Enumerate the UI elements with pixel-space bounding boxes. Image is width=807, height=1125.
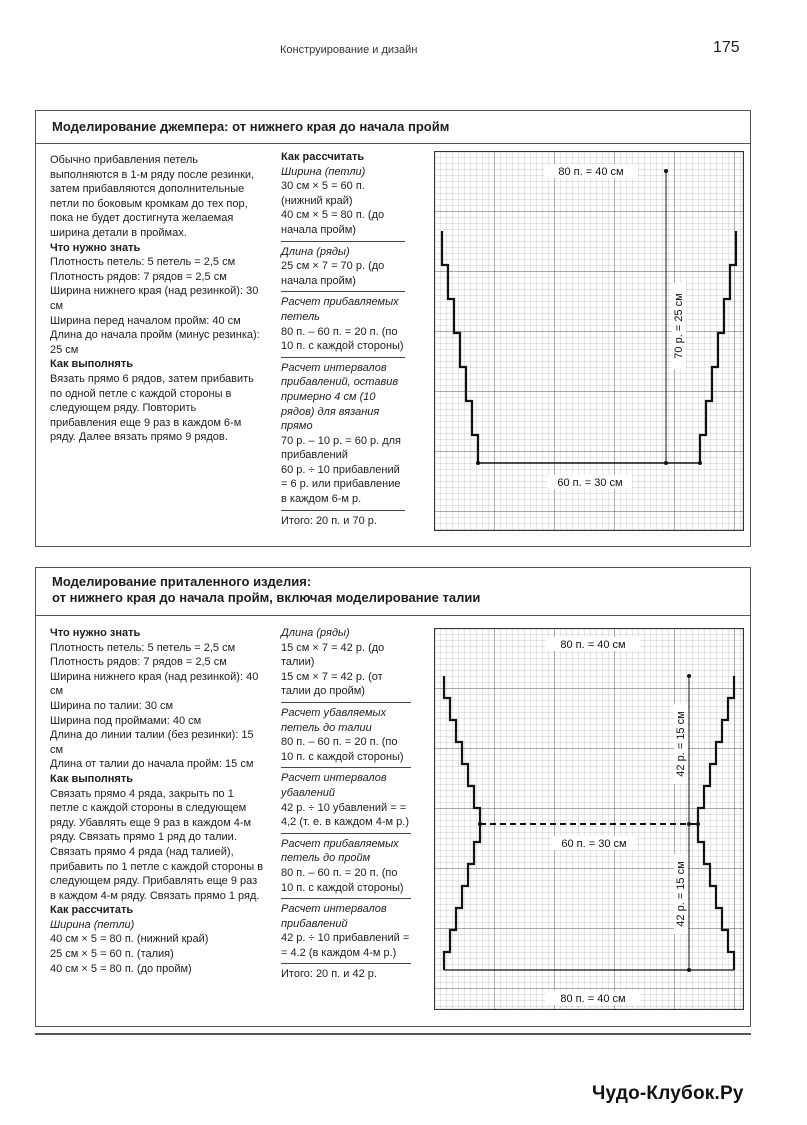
divider [281, 833, 411, 834]
know-line: Ширина по талии: 30 см [50, 699, 174, 712]
calc-line: 60 р. ÷ 10 прибавлений = 6 р. или прибавление в каждом 6-м р. [281, 463, 401, 506]
top-width-label: 80 п. = 40 см [558, 166, 624, 178]
calc-label: Расчет интервалов прибавлений, оставив примерно 4 см (10 рядов) для вязания прямо [281, 361, 399, 433]
section-title-line: от нижнего края до начала пройм, включая моделирование талии [52, 590, 481, 605]
fitted-schematic [434, 628, 744, 1010]
calc-label: Расчет прибавляемых петель до пройм [281, 837, 399, 865]
know-line: Длина до начала пройм (минус резинка): 25 см [50, 329, 260, 356]
calc-line: 42 р. ÷ 10 прибавлений = = 4.2 (в каждом 4-м р.) [281, 932, 410, 959]
calc-label: Ширина (петли) [281, 165, 366, 178]
calc-label: Ширина (петли) [50, 918, 135, 931]
section-title: Моделирование джемпера: от нижнего края до начала пройм [36, 111, 750, 144]
know-line: Плотность рядов: 7 рядов = 2,5 см [50, 270, 227, 283]
know-line: Плотность петель: 5 петель = 2,5 см [50, 256, 236, 269]
waist-width-label: 60 п. = 30 см [561, 838, 627, 850]
calc-line: 40 см × 5 = 80 п. (нижний край) [50, 933, 209, 946]
divider [281, 241, 405, 242]
lower-length-label: 42 р. = 15 см [675, 861, 687, 927]
divider [281, 767, 411, 768]
bottom-width-label: 80 п. = 40 см [560, 993, 626, 1005]
calc-heading: Как рассчитать [50, 904, 134, 917]
section2-calc-column [281, 626, 411, 982]
divider [281, 357, 405, 358]
know-line: Ширина перед началом пройм: 40 см [50, 314, 241, 327]
calc-label: Расчет прибавляемых петель [281, 296, 399, 323]
know-line: Длина до линии талии (без резинки): 15 см [50, 729, 254, 756]
calc-line: 40 см × 5 = 80 п. (до начала пройм) [281, 209, 385, 236]
calc-label: Длина (ряды) [281, 627, 350, 639]
calc-label: Расчет убавляемых петель до талии [281, 706, 387, 734]
calc-line: 30 см × 5 = 60 п. (нижний край) [281, 180, 365, 207]
know-line: Плотность петель: 5 петель = 2,5 см [50, 641, 236, 654]
section-title-line: Моделирование приталенного изделия: [52, 574, 312, 589]
do-heading: Как выполнять [50, 358, 133, 371]
calc-heading: Как рассчитать [281, 151, 365, 163]
know-line: Ширина нижнего края (над резинкой): 30 см [50, 285, 259, 312]
bottom-width-label: 60 п. = 30 см [557, 477, 623, 489]
top-width-label: 80 п. = 40 см [560, 639, 626, 651]
calc-line: 70 р. – 10 р. = 60 р. для прибавлений [281, 434, 402, 462]
bottom-rule [35, 1033, 751, 1035]
page-number: 175 [713, 39, 740, 56]
know-line: Ширина нижнего края (над резинкой): 40 см [50, 670, 259, 698]
total-text: Итого: 20 п. и 70 р. [281, 514, 377, 527]
section2-left-column [50, 626, 265, 976]
jumper-schematic [434, 151, 744, 531]
do-text: Связать прямо 4 ряда, закрыть по 1 петле с каждой стороны в следующем ряду. Убавлять еще 9 раз в каждом 4-м ряду. Связать прямо 1 ряд до талии. Связать прямо 4 ряда (над талией), прибавить по 1 петле с каждой стороны в следующем ряду. Прибавлять еще 9 раз в каждом 4-м ряду. Связать прямо 1 ряд. [50, 787, 264, 902]
calc-label: Расчет интервалов прибавлений [281, 903, 387, 930]
know-line: Ширина под проймами: 40 см [50, 714, 202, 727]
intro-text: Обычно прибавления петель выполняются в 1-м ряду после резинки, затем прибавляются дополнительные петли по боковым кромкам до тех пор, пока не будет достигнута желаемая ширина детали в проймах. [50, 154, 255, 239]
calc-line: 15 см × 7 = 42 р. (до талии) [281, 641, 385, 669]
calc-line: 25 см × 7 = 70 р. (до начала пройм) [281, 260, 385, 287]
know-line: Длина от талии до начала пройм: 15 см [50, 758, 254, 771]
calc-line: 40 см × 5 = 80 п. (до пройм) [50, 962, 192, 975]
calc-line: 42 р. ÷ 10 убавлений = = 4,2 (т. е. в каждом 4-м р.) [281, 801, 409, 829]
calc-line: 15 см × 7 = 42 р. (от талии до пройм) [281, 670, 383, 698]
upper-length-label: 42 р. = 15 см [675, 711, 687, 777]
section-title [36, 568, 750, 616]
total-text: Итого: 20 п. и 42 р. [281, 968, 377, 981]
calc-label: Длина (ряды) [281, 245, 350, 258]
running-head: Конструирование и дизайн [280, 44, 418, 56]
do-heading: Как выполнять [50, 772, 133, 785]
side-length-label: 70 р. = 25 см [673, 293, 685, 359]
do-text: Вязать прямо 6 рядов, затем прибавить по одной петле с каждой стороны в следующем ряду. Повторить прибавления еще 9 раз в каждом 6-м ряду. Далее вязать прямо 9 рядов. [50, 372, 254, 444]
divider [281, 702, 411, 703]
divider [281, 510, 405, 511]
divider [281, 898, 411, 899]
section1-left-column [50, 153, 265, 445]
know-heading: Что нужно знать [50, 627, 141, 639]
calc-line: 80 п. – 60 п. = 20 п. (по 10 п. с каждой стороны) [281, 325, 404, 353]
site-watermark: Чудо-Клубок.Ру [592, 1083, 744, 1104]
calc-line: 80 п. – 60 п. = 20 п. (по 10 п. с каждой стороны) [281, 866, 404, 894]
know-line: Плотность рядов: 7 рядов = 2,5 см [50, 656, 227, 669]
section1-calc-column [281, 150, 405, 528]
know-heading: Что нужно знать [50, 241, 141, 254]
divider [281, 291, 405, 292]
calc-label: Расчет интервалов убавлений [281, 772, 387, 799]
calc-line: 80 п. – 60 п. = 20 п. (по 10 п. с каждой стороны) [281, 736, 404, 763]
divider [281, 963, 411, 964]
calc-line: 25 см × 5 = 60 п. (талия) [50, 948, 174, 961]
